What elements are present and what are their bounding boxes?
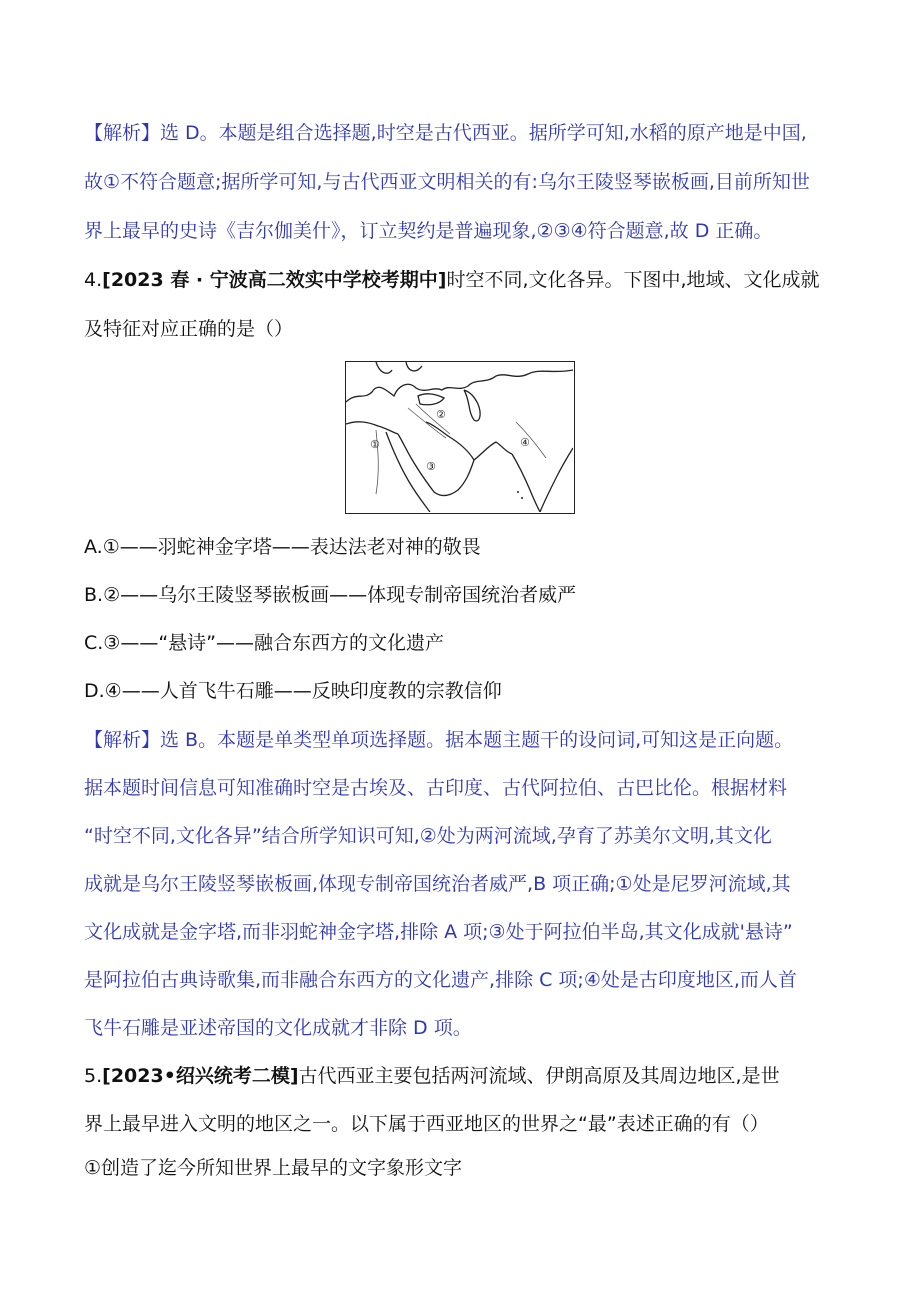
question-4-stem-line-1 (84, 268, 820, 292)
analysis-4-line-4: 成就是乌尔王陵竖琴嵌板画,体现专制帝国统治者威严,B 项正确;①处是尼罗河流域,其 (84, 873, 791, 895)
question-5-source: [2023•绍兴统考二模] (102, 1065, 299, 1087)
analysis-4-line-3: “时空不同,文化各异”结合所学知识可知,②处为两河流域,孕育了苏美尔文明,其文化 (84, 825, 772, 847)
question-4-map (345, 361, 575, 514)
question-4-source: [2023 春 · 宁波高二效实中学校考期中] (102, 269, 447, 291)
analysis-3-line-2: 故①不符合题意;据所学可知,与古代西亚文明相关的有:乌尔王陵竖琴嵌板画,目前所知世 (84, 171, 810, 193)
option-c: C.③——“悬诗”——融合东西方的文化遗产 (84, 632, 445, 654)
option-b: B.②——乌尔王陵竖琴嵌板画——体现专制帝国统治者威严 (84, 584, 577, 606)
analysis-4-line-5: 文化成就是金字塔,而非羽蛇神金字塔,排除 A 项;③处于阿拉伯半岛,其文化成就'悬诗” (84, 921, 793, 943)
question-5-number: 5. (84, 1065, 103, 1087)
option-a: A.①——羽蛇神金字塔——表达法老对神的敬畏 (84, 536, 481, 558)
map-graphic (346, 362, 573, 512)
option-d: D.④——人首飞牛石雕——反映印度教的宗教信仰 (84, 680, 502, 702)
analysis-3-line-1: 【解析】选 D。本题是组合选择题,时空是古代西亚。据所学可知,水稻的原产地是中国, (84, 122, 807, 144)
analysis-3-line-3: 界上最早的史诗《吉尔伽美什》，订立契约是普遍现象,②③④符合题意,故 D 正确。 (84, 220, 773, 242)
question-5-stem-line-1 (84, 1064, 780, 1088)
analysis-4-line-1: 【解析】选 B。本题是单类型单项选择题。据本题主题干的设问词,可知这是正向题。 (84, 729, 794, 751)
analysis-4-line-7: 飞牛石雕是亚述帝国的文化成就才非除 D 项。 (84, 1017, 472, 1039)
map-label-2: ② (436, 408, 446, 421)
question-4-stem-line-2: 及特征对应正确的是（） (84, 318, 294, 340)
analysis-4-line-2: 据本题时间信息可知准确时空是古埃及、古印度、古代阿拉伯、古巴比伦。根据材料 (84, 777, 788, 799)
question-4-stem-1: 时空不同,文化各异。下图中,地域、文化成就 (446, 269, 820, 291)
question-4-number: 4. (84, 269, 103, 291)
analysis-4-line-6: 是阿拉伯古典诗歌集,而非融合东西方的文化遗产,排除 C 项;④处是古印度地区,而人首 (84, 969, 797, 991)
question-5-item-1: ①创造了迄今所知世界上最早的文字象形文字 (84, 1157, 463, 1179)
map-label-1: ① (370, 438, 380, 451)
question-5-stem-1: 古代西亚主要包括两河流域、伊朗高原及其周边地区,是世 (298, 1065, 780, 1087)
question-5-stem-line-2: 界上最早进入文明的地区之一。以下属于西亚地区的世界之“最”表述正确的有（） (84, 1113, 769, 1135)
map-label-4: ④ (520, 436, 530, 449)
map-label-3: ③ (426, 460, 436, 473)
